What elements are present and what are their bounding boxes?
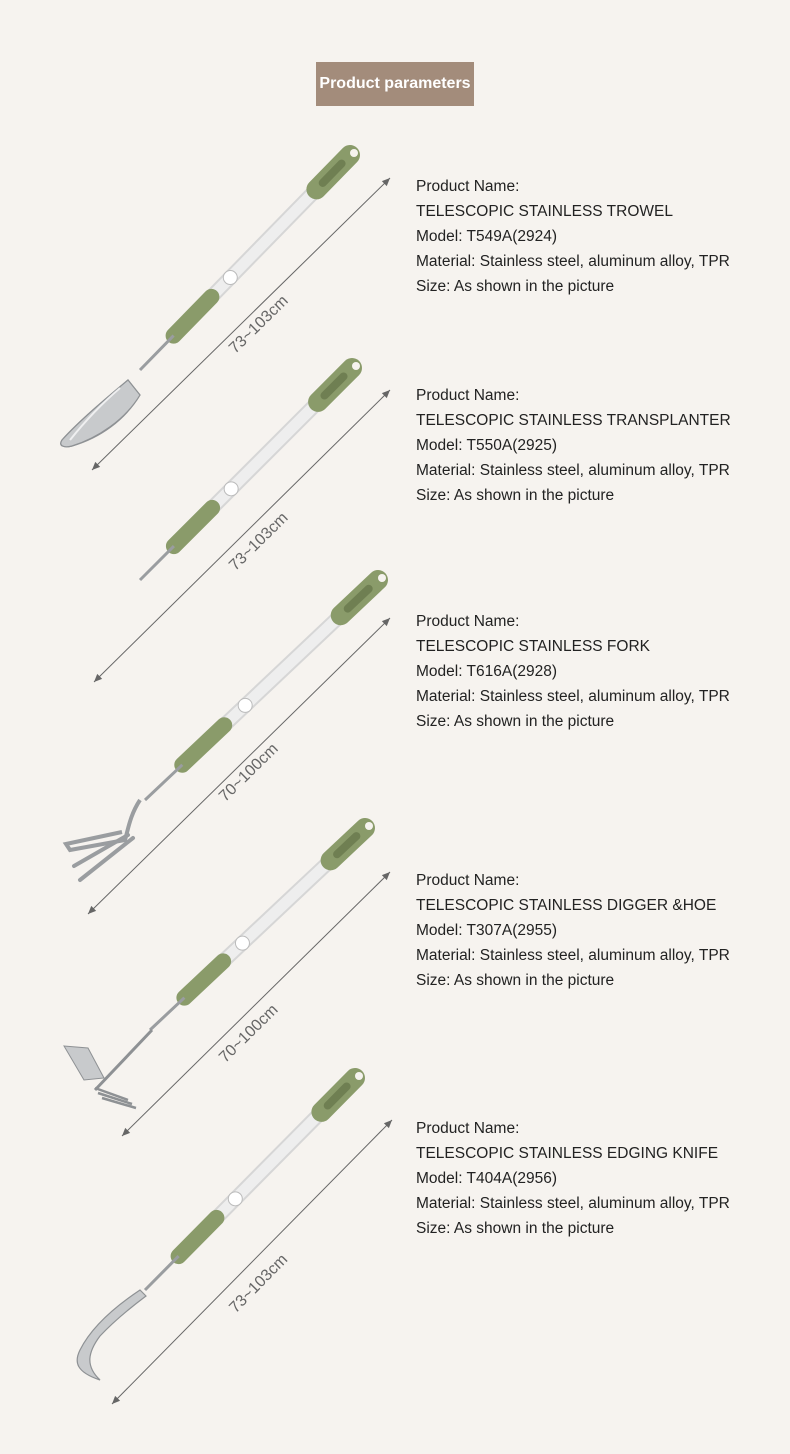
length-arrow — [92, 178, 390, 470]
product-size: Size: As shown in the picture — [416, 278, 615, 295]
product-material: Material: Stainless steel, aluminum alloy, TPR — [416, 947, 730, 964]
length-arrow — [94, 390, 390, 682]
product-name: TELESCOPIC STAINLESS DIGGER &HOE — [416, 897, 717, 914]
product-name-label: Product Name: — [416, 872, 520, 889]
neck — [145, 1256, 179, 1290]
product-material: Material: Stainless steel, aluminum alloy, TPR — [416, 1195, 730, 1212]
fork-tines — [66, 800, 140, 880]
product-model: Model: T616A(2928) — [416, 663, 558, 680]
product-illustration — [77, 1072, 392, 1404]
product-name: TELESCOPIC STAINLESS FORK — [416, 638, 650, 655]
knife-blade — [77, 1290, 146, 1380]
product-size: Size: As shown in the picture — [416, 1220, 615, 1237]
product-material: Material: Stainless steel, aluminum alloy, TPR — [416, 688, 730, 705]
lower-grip — [184, 961, 223, 997]
product-size: Size: As shown in the picture — [416, 972, 615, 989]
product-size: Size: As shown in the picture — [416, 487, 615, 504]
lock-collar — [223, 271, 237, 285]
product-name-label: Product Name: — [416, 613, 520, 630]
product-name-label: Product Name: — [416, 1120, 520, 1137]
neck — [140, 336, 174, 370]
product-model: Model: T404A(2956) — [416, 1170, 558, 1187]
product-name: TELESCOPIC STAINLESS TROWEL — [416, 203, 673, 220]
product-material: Material: Stainless steel, aluminum alloy, TPR — [416, 462, 730, 479]
hoe-head — [64, 1030, 152, 1108]
neck — [150, 998, 184, 1030]
lock-collar — [224, 482, 238, 496]
product-model: Model: T307A(2955) — [416, 922, 558, 939]
lock-collar — [228, 1192, 242, 1206]
lock-collar — [238, 698, 252, 712]
product-name: TELESCOPIC STAINLESS EDGING KNIFE — [416, 1145, 719, 1162]
length-label: 73~103cm — [226, 509, 292, 575]
lower-grip — [174, 508, 212, 546]
length-label: 70~100cm — [216, 1001, 282, 1067]
neck — [145, 765, 182, 800]
length-label: 73~103cm — [226, 1251, 292, 1317]
product-illustration — [61, 362, 390, 682]
product-size: Size: As shown in the picture — [416, 713, 615, 730]
lower-grip — [179, 1218, 217, 1256]
length-label: 70~100cm — [216, 740, 282, 806]
product-info — [416, 383, 731, 508]
product-name-label: Product Name: — [416, 178, 520, 195]
lock-collar — [235, 936, 249, 950]
section-title: Product parameters — [316, 62, 474, 106]
product-model: Model: T549A(2924) — [416, 228, 558, 245]
length-label: 73~103cm — [226, 292, 292, 358]
product-name-label: Product Name: — [416, 387, 520, 404]
product-info — [416, 1116, 730, 1241]
lower-grip — [174, 297, 212, 336]
lower-grip — [182, 725, 224, 765]
product-info — [416, 609, 730, 734]
product-info — [416, 174, 730, 299]
neck — [140, 546, 174, 580]
length-arrow — [112, 1120, 392, 1404]
product-name: TELESCOPIC STAINLESS TRANSPLANTER — [416, 412, 731, 429]
length-arrow — [88, 618, 390, 914]
product-info — [416, 868, 730, 993]
product-material: Material: Stainless steel, aluminum alloy, TPR — [416, 253, 730, 270]
product-model: Model: T550A(2925) — [416, 437, 558, 454]
